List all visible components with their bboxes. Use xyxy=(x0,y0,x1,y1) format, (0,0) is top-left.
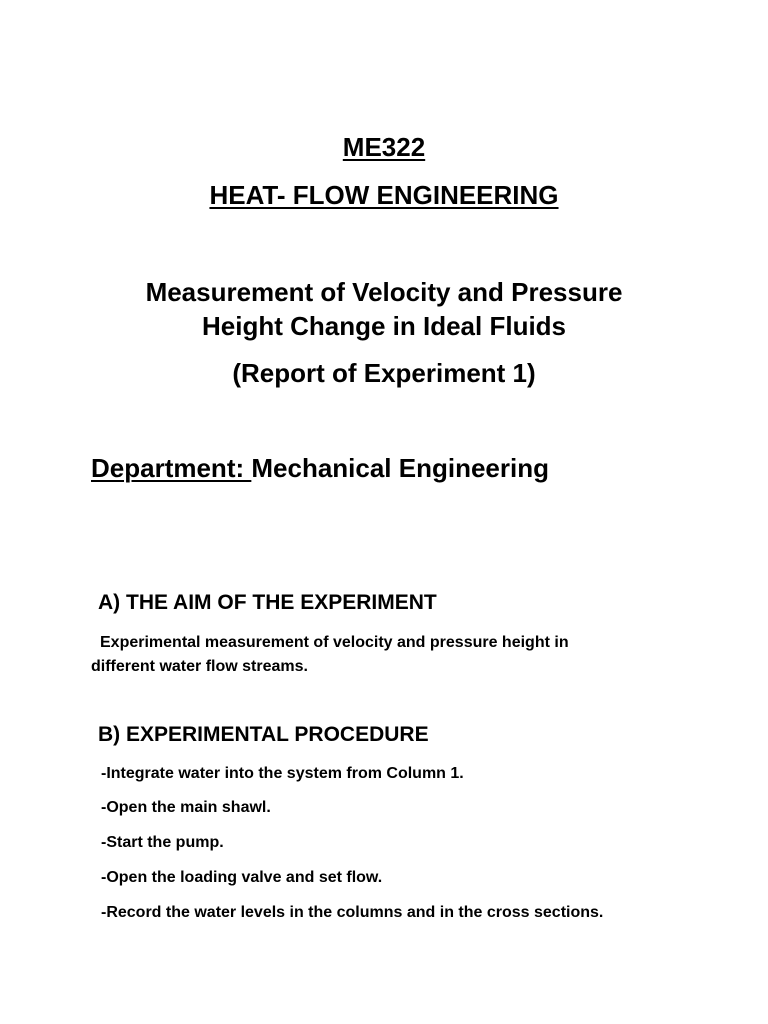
report-title-line-2: Height Change in Ideal Fluids xyxy=(201,311,567,341)
aim-text-line-1: Experimental measurement of velocity and pressure height in xyxy=(100,634,569,651)
procedure-step: -Open the main shawl. xyxy=(101,799,271,816)
aim-text-line-2: different water flow streams. xyxy=(91,658,308,675)
procedure-step: -Open the loading valve and set flow. xyxy=(101,869,383,886)
procedure-heading: B) EXPERIMENTAL PROCEDURE xyxy=(98,723,429,746)
procedure-step: -Record the water levels in the columns and in the cross sections. xyxy=(101,904,604,921)
report-subtitle: (Report of Experiment 1) xyxy=(232,358,536,388)
department-line xyxy=(91,453,549,484)
report-title xyxy=(0,275,768,343)
procedure-step: -Integrate water into the system from Column 1. xyxy=(101,765,464,782)
procedure-step: -Start the pump. xyxy=(101,834,224,851)
course-code: ME322 xyxy=(342,132,426,162)
aim-text xyxy=(91,631,569,679)
department-label: Department: xyxy=(91,453,252,483)
department-value: Mechanical Engineering xyxy=(251,453,549,483)
aim-heading: A) THE AIM OF THE EXPERIMENT xyxy=(98,591,437,614)
report-title-line-1: Measurement of Velocity and Pressure xyxy=(145,277,623,307)
course-name: HEAT- FLOW ENGINEERING xyxy=(209,180,559,210)
